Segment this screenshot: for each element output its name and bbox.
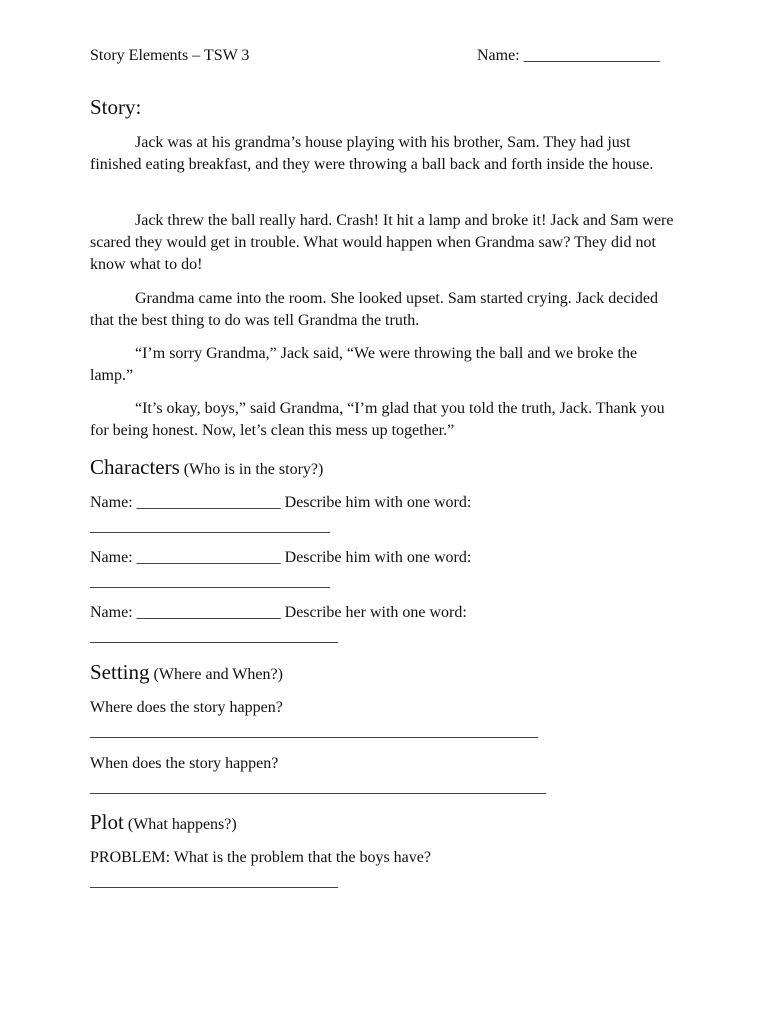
story-paragraph-4: “I’m sorry Grandma,” Jack said, “We were throwing the ball and we broke the lamp.” — [90, 345, 638, 384]
setting-section-heading — [90, 660, 283, 685]
setting-heading: Setting — [90, 660, 150, 684]
setting-subheading: (Where and When?) — [153, 666, 283, 683]
setting-where-blank: ________________________________________________________ — [90, 723, 538, 740]
plot-section-heading — [90, 810, 237, 835]
story-paragraph-1: Jack was at his grandma’s house playing with his brother, Sam. They had just finished eating breakfast, and they were throwing a ball back and forth inside the house. — [90, 134, 654, 173]
name-blank: _________________ — [523, 47, 660, 64]
setting-when-blank: _________________________________________________________ — [90, 779, 546, 796]
characters-subheading: (Who is in the story?) — [183, 461, 324, 478]
plot-problem-blank: _______________________________ — [90, 873, 338, 890]
character-row-3-blank: _______________________________ — [90, 628, 338, 645]
name-label: Name: — [477, 47, 520, 64]
name-field — [477, 47, 660, 65]
plot-problem-prompt: PROBLEM: What is the problem that the boys have? — [90, 849, 431, 866]
character-row-1-prompt: Name: __________________ Describe him with one word: — [90, 494, 472, 511]
story-paragraph-2: Jack threw the ball really hard. Crash! It hit a lamp and broke it! Jack and Sam were scared they would get in trouble. What would happen when Grandma saw? They did not know what to do! — [90, 212, 674, 273]
worksheet-title: Story Elements – TSW 3 — [90, 47, 250, 64]
page-header — [90, 47, 690, 69]
characters-section-heading — [90, 455, 323, 480]
story-heading: Story: — [90, 95, 142, 119]
character-row-3-prompt: Name: __________________ Describe her with one word: — [90, 604, 467, 621]
story-paragraph-5: “It’s okay, boys,” said Grandma, “I’m glad that you told the truth, Jack. Thank you for being honest. Now, let’s clean this mess up together.” — [90, 400, 665, 439]
character-row-2-prompt: Name: __________________ Describe him with one word: — [90, 549, 472, 566]
story-paragraph-3: Grandma came into the room. She looked upset. Sam started crying. Jack decided that the best thing to do was tell Grandma the truth. — [90, 290, 658, 329]
plot-subheading: (What happens?) — [127, 816, 237, 833]
character-row-1-blank: ______________________________ — [90, 518, 330, 535]
character-row-2-blank: ______________________________ — [90, 573, 330, 590]
setting-when-prompt: When does the story happen? — [90, 755, 279, 772]
characters-heading: Characters — [90, 455, 180, 479]
setting-where-prompt: Where does the story happen? — [90, 699, 283, 716]
plot-heading: Plot — [90, 810, 124, 834]
